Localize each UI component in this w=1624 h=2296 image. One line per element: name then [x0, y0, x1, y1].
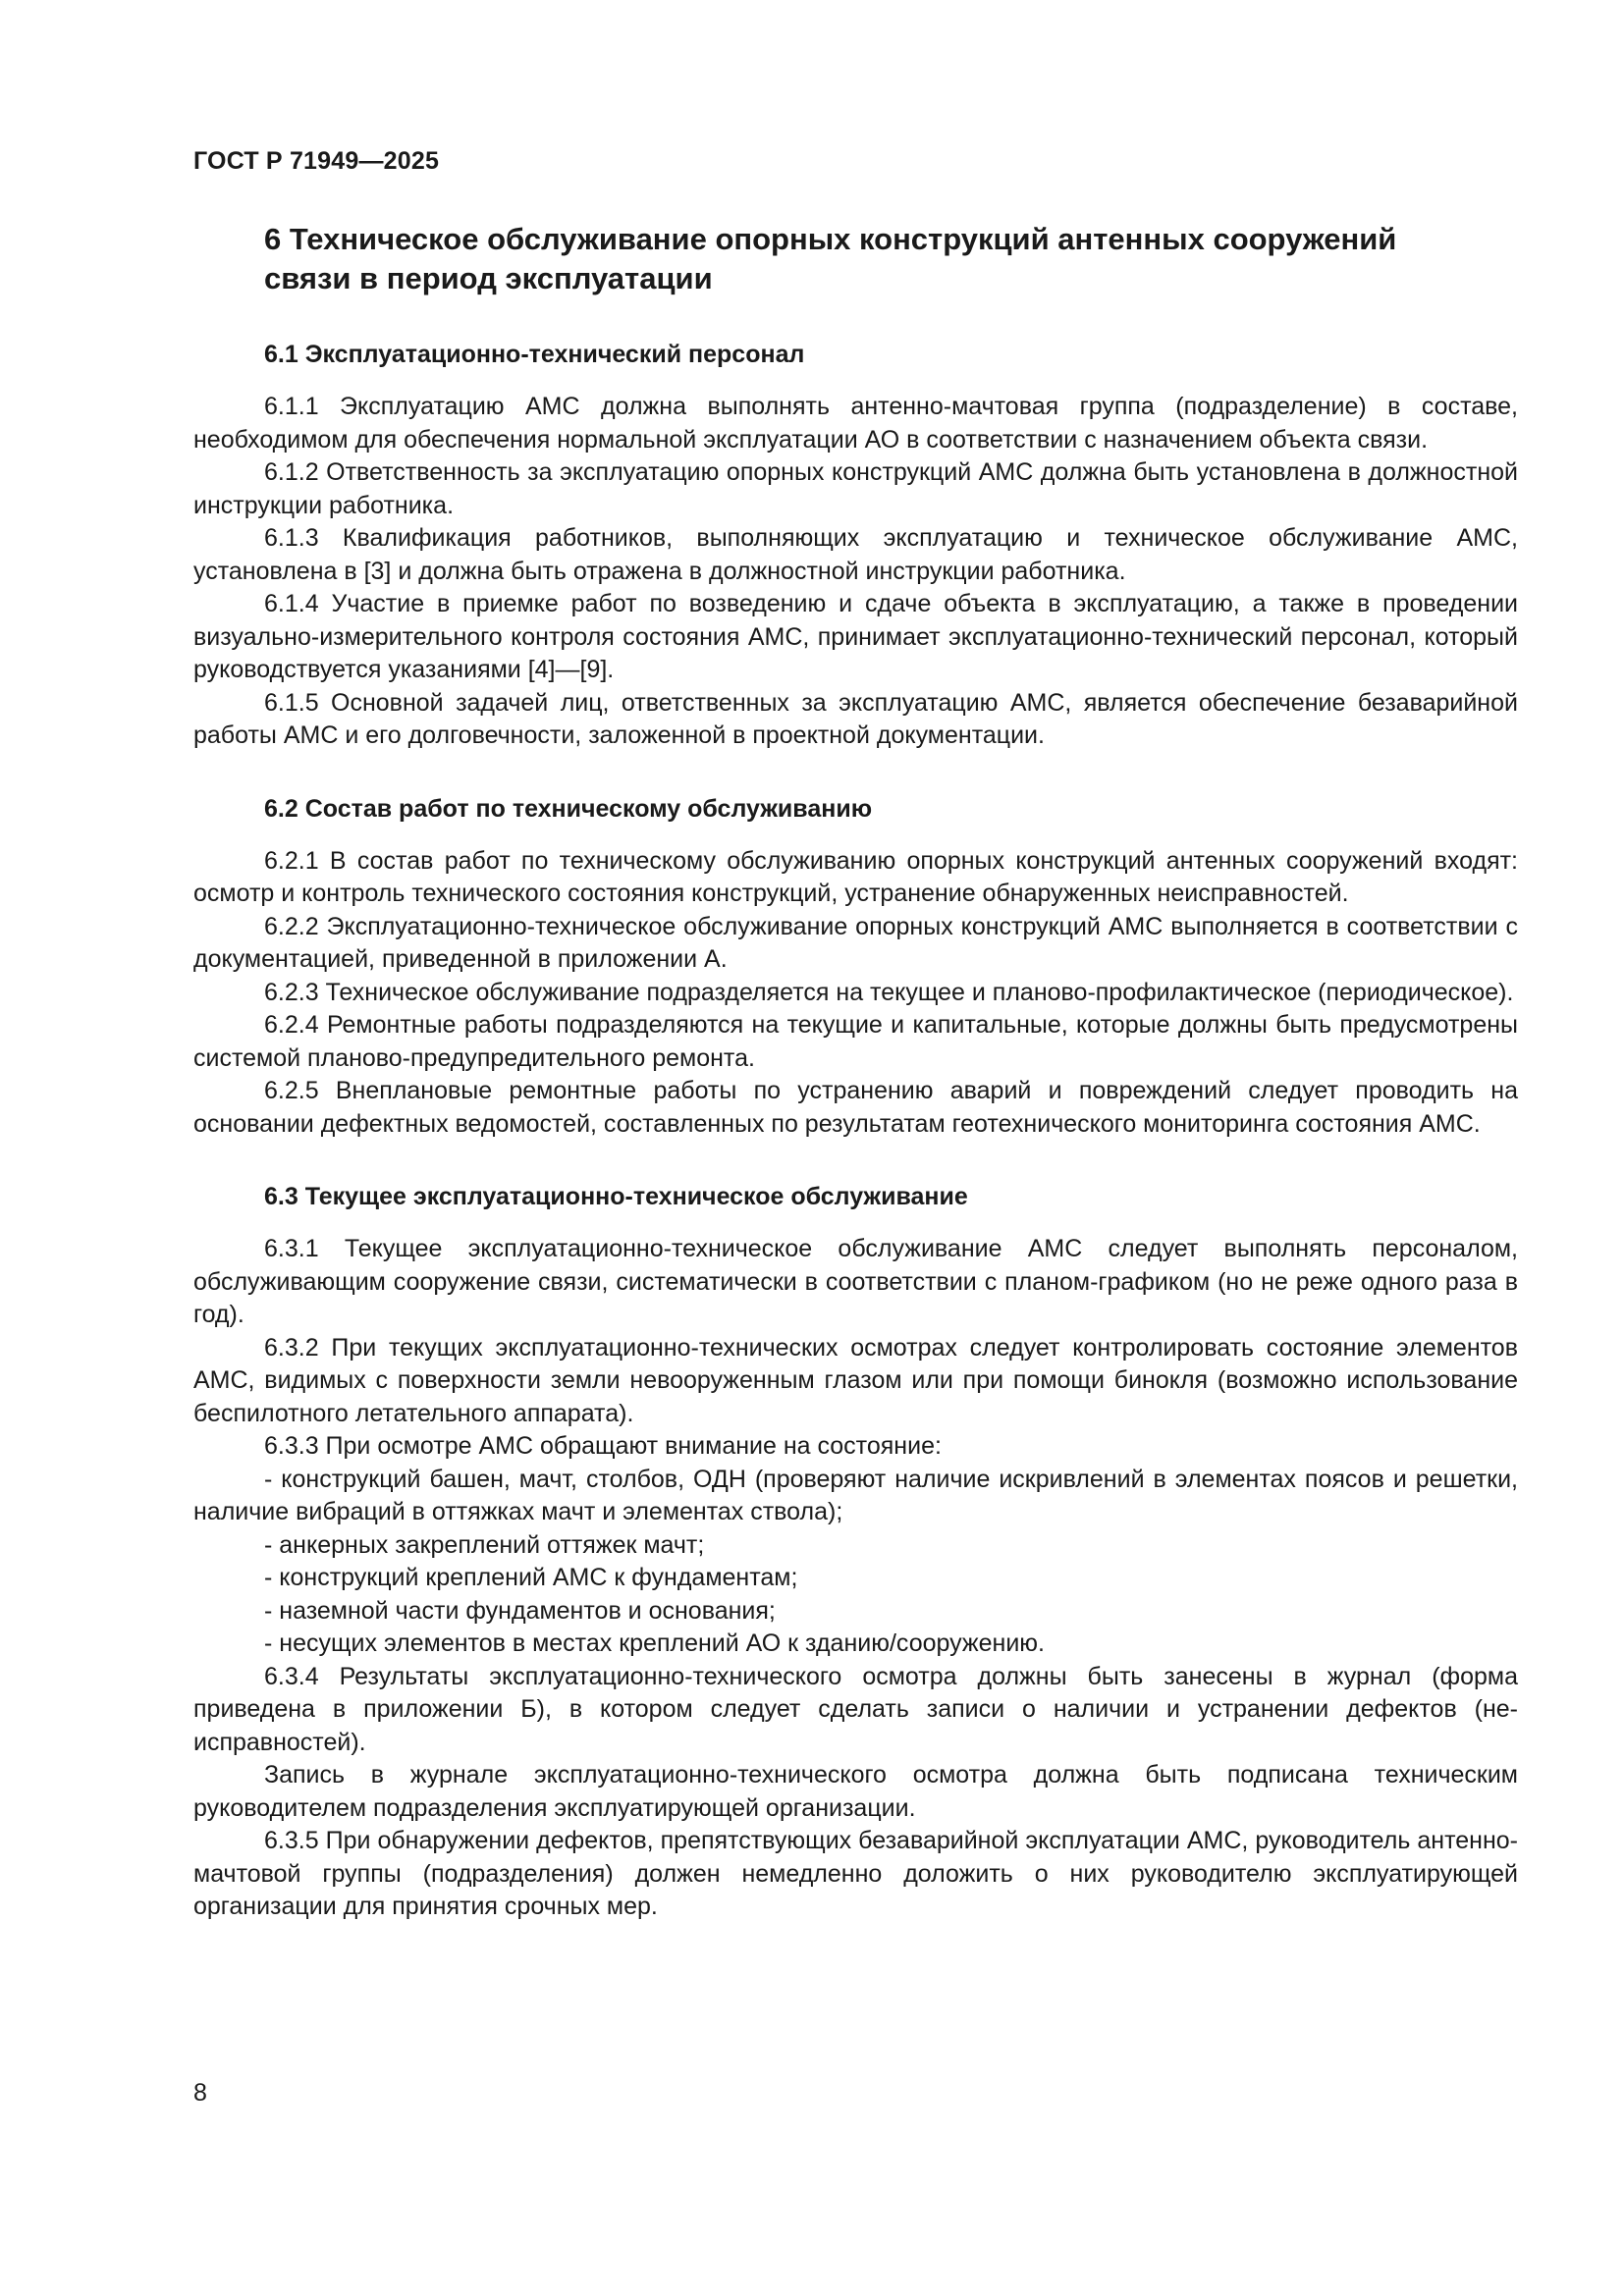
chapter-title-line-1: 6 Техническое обслуживание опорных конструкций антенных сооружений [264, 222, 1397, 256]
paragraph-6-3-5: 6.3.5 При обнаружении дефектов, препятствующих безаварийной эксплуатации АМС, руководитель антенно-мачтовой группы (подразделения) должен немедленно доложить о них руководителю эксплуатирующей организации для принятия срочных мер. [193, 1827, 1518, 1920]
paragraph-6-1-1: 6.1.1 Эксплуатацию АМС должна выполнять антенно-мачтовая группа (подразделение) в составе, необходимом для обеспечения нормальной эксплуатации АО в соответствии с назначением объекта связи. [193, 393, 1518, 454]
paragraph-6-2-1: 6.2.1 В состав работ по техническому обслуживанию опорных конструкций антенных сооружений входят: осмотр и контроль технического состояния конструкций, устранение обнаруженных неисправностей. [193, 846, 1518, 907]
document-code: ГОСТ Р 71949—2025 [193, 147, 440, 175]
list-item: - конструкций башен, мачт, столбов, ОДН (проверяют наличие искривлений в элементах поясов и решетки, наличие вибраций в оттяжках мачт и элементах ствола); [193, 1465, 1518, 1525]
section-title-6-1: 6.1 Эксплуатационно-технический персонал [264, 341, 805, 368]
list-item: - несущих элементов в местах креплений АО к зданию/сооружению. [264, 1629, 1046, 1657]
paragraph-6-1-2: 6.1.2 Ответственность за эксплуатацию опорных конструкций АМС должна быть установлена в должностной инструкции работника. [193, 458, 1518, 519]
paragraph-6-1-5: 6.1.5 Основной задачей лиц, ответственных за эксплуатацию АМС, является обеспечение безаварийной работы АМС и его долговечности, заложенной в проектной документации. [193, 688, 1518, 749]
paragraph-6-3-1: 6.3.1 Текущее эксплуатационно-техническое обслуживание АМС следует выполнять персоналом, обслуживающим сооружение связи, систематически в соответствии с планом-графиком (но не реже одного раза в год). [193, 1235, 1518, 1328]
paragraph-6-3-3: 6.3.3 При осмотре АМС обращают внимание на состояние: [264, 1432, 942, 1460]
page-number: 8 [193, 2079, 207, 2107]
section-title-6-3: 6.3 Текущее эксплуатационно-техническое обслуживание [264, 1183, 968, 1210]
paragraph-6-3-4: 6.3.4 Результаты эксплуатационно-технического осмотра должны быть занесены в журнал (форма приведена в приложении Б), в котором следует сделать записи о наличии и устранении дефектов (неисправностей). [193, 1662, 1518, 1756]
list-item: - конструкций креплений АМС к фундаментам; [264, 1564, 798, 1591]
paragraph-6-3-2: 6.3.2 При текущих эксплуатационно-технических осмотрах следует контролировать состояние элементов АМС, видимых с поверхности земли невооруженным глазом или при помощи бинокля (возможно использование беспилотного летательного аппарата). [193, 1333, 1518, 1427]
paragraph-6-2-5: 6.2.5 Внеплановые ремонтные работы по устранению аварий и повреждений следует проводить на основании дефектных ведомостей, составленных по результатам геотехнического мониторинга состояния АМС. [193, 1077, 1518, 1138]
paragraph-6-1-4: 6.1.4 Участие в приемке работ по возведению и сдаче объекта в эксплуатацию, а также в проведении визуально-измерительного контроля состояния АМС, принимает эксплуатационно-технический персонал, который руководствуется указаниями [4]—[9]. [193, 590, 1518, 683]
paragraph-6-1-3: 6.1.3 Квалификация работников, выполняющих эксплуатацию и техническое обслуживание АМС, установлена в [3] и должна быть отражена в должностной инструкции работника. [193, 524, 1518, 585]
list-item: - анкерных закреплений оттяжек мачт; [264, 1530, 705, 1559]
page-content [193, 220, 1518, 1924]
chapter-title [264, 220, 1518, 298]
paragraph-journal-signature: Запись в журнале эксплуатационно-технического осмотра должна быть подписана техническим руководителем подразделения эксплуатирующей организации. [193, 1761, 1518, 1822]
section-title-6-2: 6.2 Состав работ по техническому обслуживанию [264, 794, 873, 823]
paragraph-6-2-4: 6.2.4 Ремонтные работы подразделяются на текущие и капитальные, которые должны быть предусмотрены системой планово-предупредительного ремонта. [193, 1011, 1518, 1072]
chapter-title-line-2: связи в период эксплуатации [264, 261, 713, 295]
list-item: - наземной части фундаментов и основания; [264, 1596, 776, 1625]
paragraph-6-2-3: 6.2.3 Техническое обслуживание подразделяется на текущее и планово-профилактическое (периодическое). [264, 978, 1514, 1006]
paragraph-6-2-2: 6.2.2 Эксплуатационно-техническое обслуживание опорных конструкций АМС выполняется в соответствии с документацией, приведенной в приложении А. [193, 912, 1518, 973]
